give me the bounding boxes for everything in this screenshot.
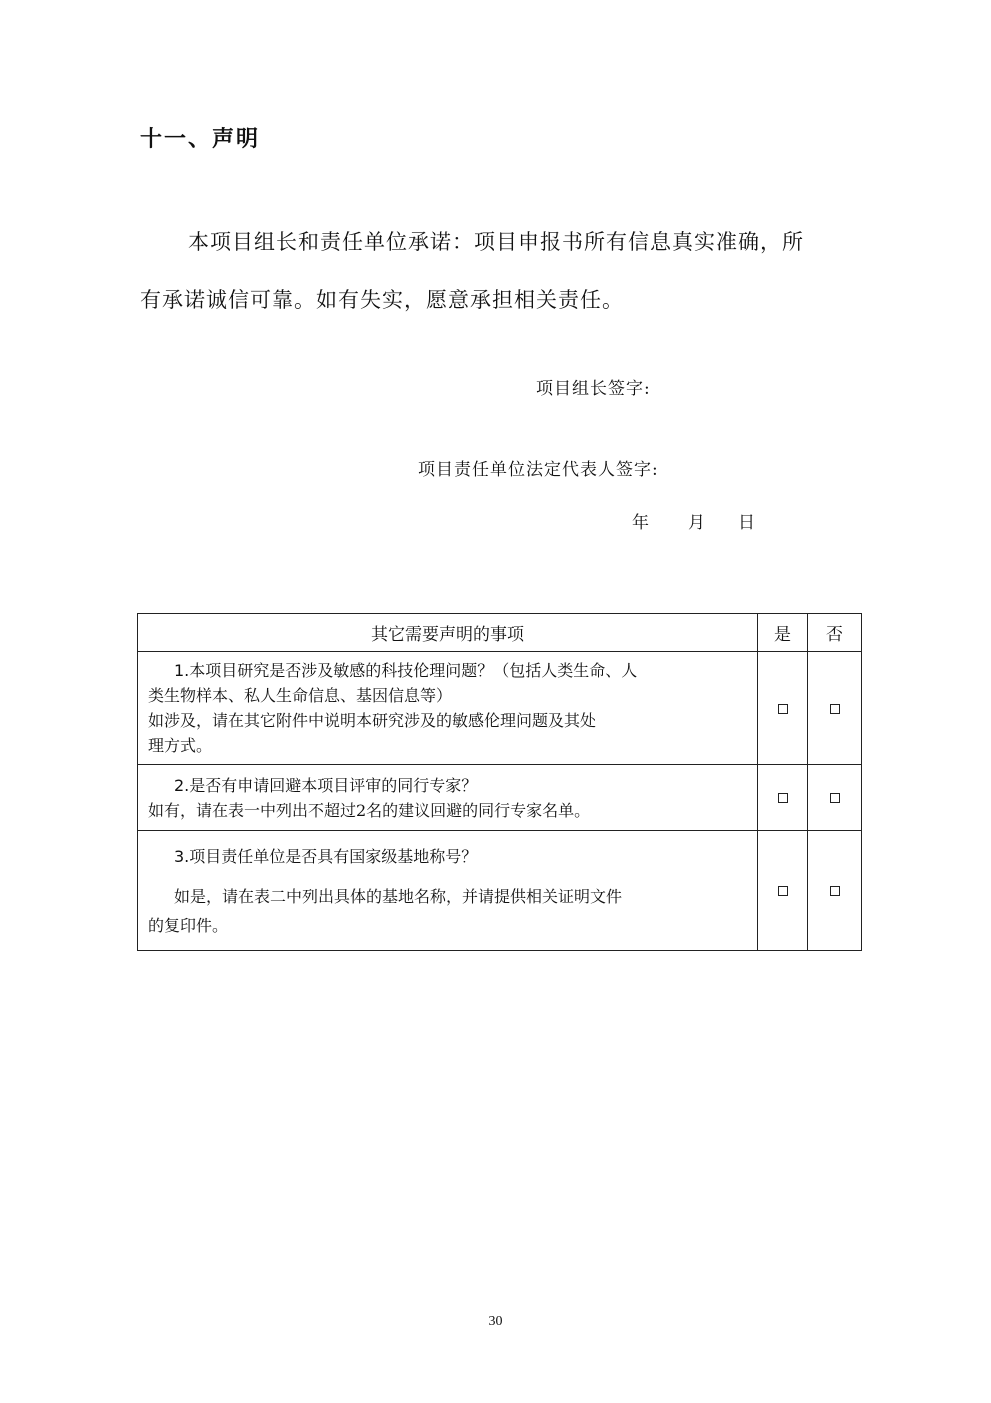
no-cell-1 <box>808 652 862 765</box>
yes-cell-1 <box>758 652 808 765</box>
no-checkbox-3[interactable] <box>830 886 840 896</box>
page-number: 30 <box>488 1314 503 1329</box>
leader-signature-label: 项目组长签字: <box>536 379 651 399</box>
question-2-title: 2.是否有申请回避本项目评审的同行专家？ <box>174 775 478 795</box>
legal-rep-signature-label: 项目责任单位法定代表人签字: <box>418 460 659 480</box>
question-2-line-2: 如有，请在表一中列出不超过2名的建议回避的同行专家名单。 <box>148 800 591 820</box>
no-checkbox-1[interactable] <box>830 704 840 714</box>
section-title: 十一、声明 <box>140 127 261 152</box>
table-row <box>138 831 862 951</box>
date-year-label: 年 <box>632 513 649 533</box>
header-yes: 是 <box>758 614 808 652</box>
no-checkbox-2[interactable] <box>830 793 840 803</box>
statement-line-2: 有承诺诚信可靠。如有失实，愿意承担相关责任。 <box>140 288 624 312</box>
header-no: 否 <box>808 614 862 652</box>
statement-line-1: 本项目组长和责任单位承诺：项目申报书所有信息真实准确，所 <box>188 230 804 254</box>
question-cell-3 <box>138 831 758 951</box>
question-1-line-2: 类生物样本、私人生命信息、基因信息等） <box>148 686 453 705</box>
question-3-line-2: 如是，请在表二中列出具体的基地名称，并请提供相关证明文件 <box>174 886 623 906</box>
yes-checkbox-2[interactable] <box>778 793 788 803</box>
date-day-label: 日 <box>738 513 755 533</box>
yes-cell-3 <box>758 831 808 951</box>
question-3-title: 3.项目责任单位是否具有国家级基地称号？ <box>174 846 478 866</box>
no-cell-3 <box>808 831 862 951</box>
yes-checkbox-3[interactable] <box>778 886 788 896</box>
yes-cell-2 <box>758 765 808 831</box>
yes-checkbox-1[interactable] <box>778 704 788 714</box>
table-row <box>138 652 862 765</box>
question-cell-1 <box>138 652 758 765</box>
no-cell-2 <box>808 765 862 831</box>
question-1-title: 1.本项目研究是否涉及敏感的科技伦理问题？（包括人类生命、人 <box>174 661 638 680</box>
date-month-label: 月 <box>688 513 705 533</box>
table-row <box>138 765 862 831</box>
header-item: 其它需要声明的事项 <box>138 614 758 652</box>
question-1-line-4: 理方式。 <box>148 736 213 755</box>
question-3-line-3: 的复印件。 <box>148 915 229 935</box>
declaration-table <box>137 613 862 951</box>
question-cell-2 <box>138 765 758 831</box>
table-header-row <box>138 614 862 652</box>
question-1-line-3: 如涉及，请在其它附件中说明本研究涉及的敏感伦理问题及其处 <box>148 711 597 730</box>
